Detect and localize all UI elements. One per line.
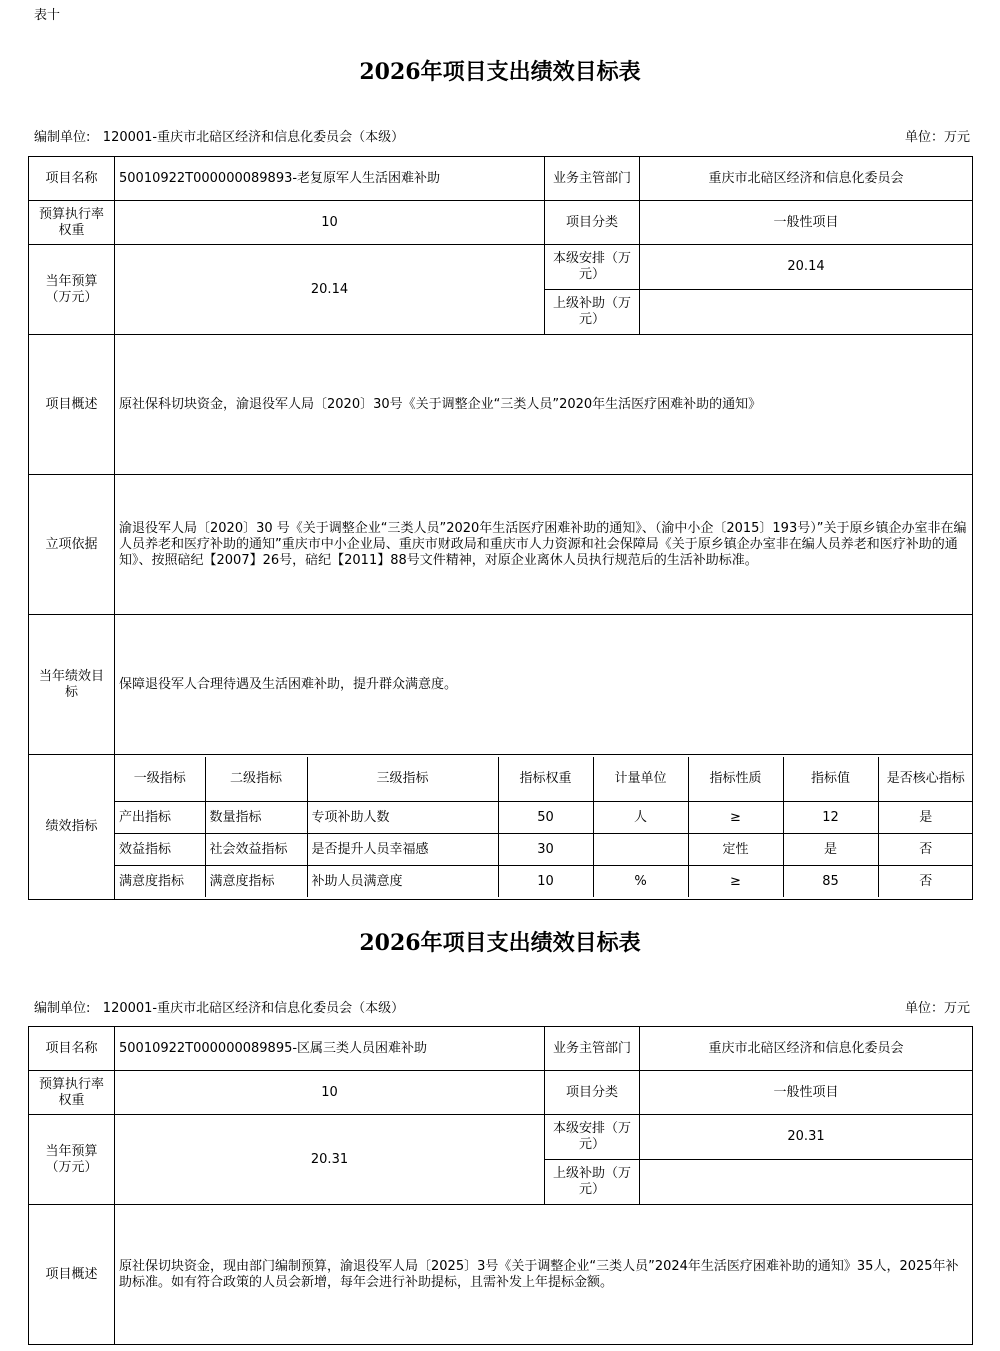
category-value: 一般性项目: [640, 201, 973, 245]
exec-rate-value: 10: [115, 201, 545, 245]
basis-value: 渝退役军人局〔2020〕30 号《关于调整企业“三类人员”2020年生活医疗困难补助的通知》、（渝中小企〔2015〕193号）”关于原乡镇企办室非在编人员养老和医疗补助的通知”重庆市中小企业局、重庆市财政局和重庆市人力资源和社会保障局《关于原乡镇企办室非在编人员养老和医疗补助的通知》、按照碚纪【2007】26号，碚纪【2011】88号文件精神，对原企业离休人员执行规范后的生活补助标准。: [115, 475, 973, 615]
org-value: 120001-重庆市北碚区经济和信息化委员会（本级）: [102, 1001, 405, 1016]
superior-label: 上级补助（万元）: [545, 1160, 640, 1205]
local-value: 20.14: [640, 245, 973, 290]
org-value: 120001-重庆市北碚区经济和信息化委员会（本级）: [102, 130, 405, 145]
indicator-header: 指标值: [783, 757, 878, 802]
table-row: [115, 834, 973, 866]
superior-label: 上级补助（万元）: [545, 290, 640, 335]
weight-cell: 30: [498, 834, 593, 866]
dept-label: 业务主管部门: [545, 157, 640, 201]
level1-cell: 满意度指标: [115, 866, 205, 898]
category-label: 项目分类: [545, 1071, 640, 1115]
indicators-table: [115, 757, 973, 898]
corner-label: 表十: [34, 8, 61, 23]
local-label: 本级安排（万元）: [545, 245, 640, 290]
table1-title: 2026年项目支出绩效目标表: [359, 59, 641, 85]
level2-cell: 社会效益指标: [205, 834, 307, 866]
table2-meta: [34, 997, 970, 1016]
exec-rate-label: 预算执行率权重: [29, 1071, 115, 1115]
level2-cell: 数量指标: [205, 802, 307, 834]
nature-cell: 定性: [688, 834, 783, 866]
exec-rate-value: 10: [115, 1071, 545, 1115]
local-value: 20.31: [640, 1115, 973, 1160]
indicator-header: 指标权重: [498, 757, 593, 802]
overview-label: 项目概述: [29, 1205, 115, 1345]
level1-cell: 效益指标: [115, 834, 205, 866]
project-name-value: 50010922T000000089893-老复原军人生活困难补助: [115, 157, 545, 201]
indicators-label: 绩效指标: [29, 755, 115, 900]
core-cell: 否: [878, 866, 973, 898]
weight-cell: 50: [498, 802, 593, 834]
project-name-label: 项目名称: [29, 1027, 115, 1071]
superior-value: [640, 290, 973, 335]
budget-label: 当年预算（万元）: [29, 245, 115, 335]
goal-label: 当年绩效目标: [29, 615, 115, 755]
level3-cell: 补助人员满意度: [307, 866, 498, 898]
level3-cell: 专项补助人数: [307, 802, 498, 834]
org-label: 编制单位:: [34, 1001, 91, 1016]
unit-cell: [593, 834, 688, 866]
level3-cell: 是否提升人员幸福感: [307, 834, 498, 866]
indicator-header: 计量单位: [593, 757, 688, 802]
unit-cell: 人: [593, 802, 688, 834]
project-name-value: 50010922T000000089895-区属三类人员困难补助: [115, 1027, 545, 1071]
indicator-header-row: [115, 757, 973, 802]
table1-grid: [28, 156, 973, 900]
indicator-header: 一级指标: [115, 757, 205, 802]
table-row: [115, 866, 973, 898]
unit-label: 单位：万元: [904, 1001, 970, 1016]
table-row: [115, 802, 973, 834]
indicator-header: 二级指标: [205, 757, 307, 802]
goal-value: 保障退役军人合理待遇及生活困难补助，提升群众满意度。: [115, 615, 973, 755]
unit-label: 单位：万元: [904, 130, 970, 145]
overview-value: 原社保切块资金，现由部门编制预算，渝退役军人局〔2025〕3号《关于调整企业“三类人员”2024年生活医疗困难补助的通知》35人，2025年补助标准。如有符合政策的人员会新增，每年会进行补助提标，且需补发上年提标金额。: [115, 1205, 973, 1345]
basis-label: 立项依据: [29, 475, 115, 615]
budget-value: 20.14: [115, 245, 545, 335]
nature-cell: ≥: [688, 866, 783, 898]
overview-value: 原社保科切块资金，渝退役军人局〔2020〕30号《关于调整企业“三类人员”2020年生活医疗困难补助的通知》: [115, 335, 973, 475]
weight-cell: 10: [498, 866, 593, 898]
table1-meta: [34, 126, 970, 145]
indicator-header: 是否核心指标: [878, 757, 973, 802]
indicator-header: 指标性质: [688, 757, 783, 802]
table2-grid: [28, 1026, 973, 1345]
budget-value: 20.31: [115, 1115, 545, 1205]
indicator-header: 三级指标: [307, 757, 498, 802]
project-name-label: 项目名称: [29, 157, 115, 201]
exec-rate-label: 预算执行率权重: [29, 201, 115, 245]
category-value: 一般性项目: [640, 1071, 973, 1115]
core-cell: 是: [878, 802, 973, 834]
unit-cell: %: [593, 866, 688, 898]
budget-label: 当年预算（万元）: [29, 1115, 115, 1205]
overview-label: 项目概述: [29, 335, 115, 475]
table2-title: 2026年项目支出绩效目标表: [359, 930, 641, 956]
value-cell: 85: [783, 866, 878, 898]
category-label: 项目分类: [545, 201, 640, 245]
value-cell: 12: [783, 802, 878, 834]
dept-value: 重庆市北碚区经济和信息化委员会: [640, 1027, 973, 1071]
level1-cell: 产出指标: [115, 802, 205, 834]
nature-cell: ≥: [688, 802, 783, 834]
org-label: 编制单位:: [34, 130, 91, 145]
dept-value: 重庆市北碚区经济和信息化委员会: [640, 157, 973, 201]
local-label: 本级安排（万元）: [545, 1115, 640, 1160]
level2-cell: 满意度指标: [205, 866, 307, 898]
dept-label: 业务主管部门: [545, 1027, 640, 1071]
value-cell: 是: [783, 834, 878, 866]
superior-value: [640, 1160, 973, 1205]
core-cell: 否: [878, 834, 973, 866]
